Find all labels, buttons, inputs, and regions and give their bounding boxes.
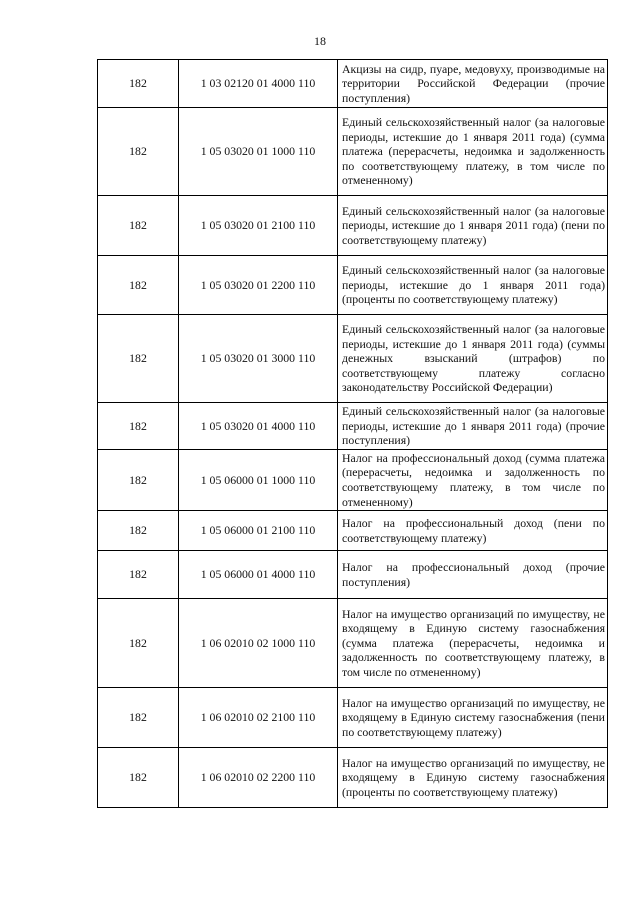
budget-code-cell: 1 05 03020 01 2100 110 bbox=[179, 196, 338, 256]
income-name-cell: Единый сельскохозяйственный налог (за налоговые периоды, истекшие до 1 января 2011 года) (сумма платежа (перерасчеты, недоимка и задолженность по соответствующему платежу, в том числе по отмененному) bbox=[338, 108, 608, 196]
budget-code-cell: 1 05 03020 01 4000 110 bbox=[179, 403, 338, 450]
table-row bbox=[98, 403, 608, 450]
budget-code-cell: 1 06 02010 02 1000 110 bbox=[179, 599, 338, 688]
budget-code-cell: 1 05 06000 01 2100 110 bbox=[179, 511, 338, 551]
table-row bbox=[98, 748, 608, 808]
budget-code-cell: 1 05 03020 01 3000 110 bbox=[179, 315, 338, 403]
admin-code-cell: 182 bbox=[98, 599, 179, 688]
table-row bbox=[98, 108, 608, 196]
budget-code-cell: 1 05 03020 01 1000 110 bbox=[179, 108, 338, 196]
budget-code-cell: 1 05 06000 01 1000 110 bbox=[179, 449, 338, 510]
table-row bbox=[98, 449, 608, 510]
income-name-cell: Налог на профессиональный доход (пени по соответствующему платежу) bbox=[338, 511, 608, 551]
admin-code-cell: 182 bbox=[98, 196, 179, 256]
admin-code-cell: 182 bbox=[98, 688, 179, 748]
budget-code-cell: 1 06 02010 02 2100 110 bbox=[179, 688, 338, 748]
budget-code-cell: 1 06 02010 02 2200 110 bbox=[179, 748, 338, 808]
admin-code-cell: 182 bbox=[98, 315, 179, 403]
table-row bbox=[98, 315, 608, 403]
budget-code-cell: 1 05 06000 01 4000 110 bbox=[179, 551, 338, 599]
admin-code-cell: 182 bbox=[98, 60, 179, 108]
income-name-cell: Налог на имущество организаций по имуществу, не входящему в Единую систему газоснабжения (проценты по соответствующему платежу) bbox=[338, 748, 608, 808]
admin-code-cell: 182 bbox=[98, 748, 179, 808]
table-row bbox=[98, 688, 608, 748]
admin-code-cell: 182 bbox=[98, 403, 179, 450]
table-row bbox=[98, 256, 608, 315]
table-row bbox=[98, 196, 608, 256]
table-row bbox=[98, 511, 608, 551]
income-name-cell: Налог на имущество организаций по имуществу, не входящему в Единую систему газоснабжения (пени по соответствующему платежу) bbox=[338, 688, 608, 748]
income-name-cell: Единый сельскохозяйственный налог (за налоговые периоды, истекшие до 1 января 2011 года) (проценты по соответствующему платежу) bbox=[338, 256, 608, 315]
income-name-cell: Единый сельскохозяйственный налог (за налоговые периоды, истекшие до 1 января 2011 года) (пени по соответствующему платежу) bbox=[338, 196, 608, 256]
income-name-cell: Налог на профессиональный доход (прочие поступления) bbox=[338, 551, 608, 599]
table-row bbox=[98, 60, 608, 108]
table-row bbox=[98, 599, 608, 688]
income-name-cell: Акцизы на сидр, пуаре, медовуху, производимые на территории Российской Федерации (прочие поступления) bbox=[338, 60, 608, 108]
revenue-codes-table bbox=[97, 59, 608, 808]
income-name-cell: Единый сельскохозяйственный налог (за налоговые периоды, истекшие до 1 января 2011 года) (суммы денежных взысканий (штрафов) по соответствующему платежу согласно законодательству Российской Федерации) bbox=[338, 315, 608, 403]
income-name-cell: Налог на имущество организаций по имуществу, не входящему в Единую систему газоснабжения (сумма платежа (перерасчеты, недоимка и задолженность по соответствующему платежу, в том числе по отмененному) bbox=[338, 599, 608, 688]
income-name-cell: Единый сельскохозяйственный налог (за налоговые периоды, истекшие до 1 января 2011 года) (прочие поступления) bbox=[338, 403, 608, 450]
budget-code-cell: 1 05 03020 01 2200 110 bbox=[179, 256, 338, 315]
income-name-cell: Налог на профессиональный доход (сумма платежа (перерасчеты, недоимка и задолженность по соответствующему платежу, в том числе по отмененному) bbox=[338, 449, 608, 510]
admin-code-cell: 182 bbox=[98, 449, 179, 510]
admin-code-cell: 182 bbox=[98, 551, 179, 599]
admin-code-cell: 182 bbox=[98, 511, 179, 551]
admin-code-cell: 182 bbox=[98, 256, 179, 315]
admin-code-cell: 182 bbox=[98, 108, 179, 196]
page-number: 18 bbox=[314, 34, 326, 48]
table-row bbox=[98, 551, 608, 599]
budget-code-cell: 1 03 02120 01 4000 110 bbox=[179, 60, 338, 108]
